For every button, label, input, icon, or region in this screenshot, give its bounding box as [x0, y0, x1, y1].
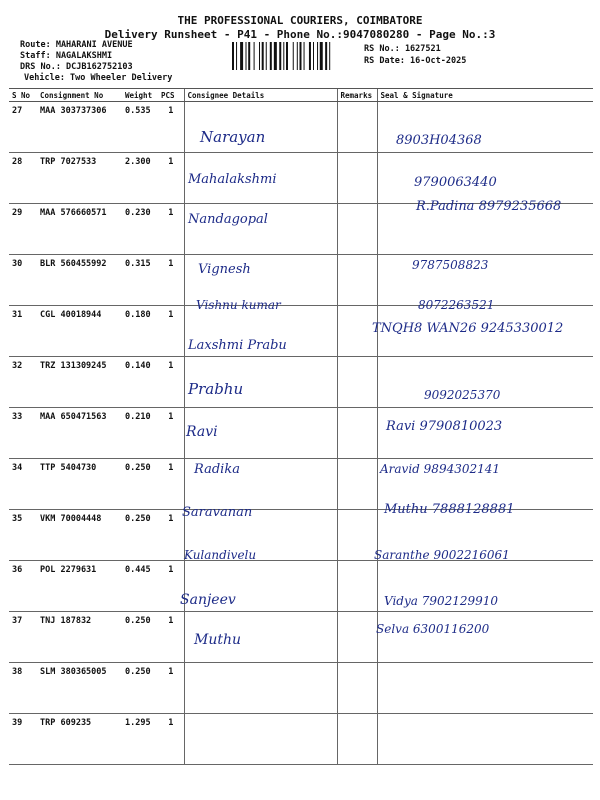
- barcode-bar: [240, 42, 243, 70]
- consignment-cell: BLR 560455992: [37, 255, 122, 306]
- weight-cell: 0.180: [122, 306, 158, 357]
- handwritten-consignee-name: Radika: [194, 462, 240, 477]
- handwritten-consignee-name: Saravanan: [182, 505, 253, 520]
- sno-cell: 32: [9, 357, 37, 408]
- consignment-cell: MAA 650471563: [37, 408, 122, 459]
- pcs-cell: 1: [158, 153, 184, 204]
- barcode-bar: [262, 42, 264, 70]
- barcode-bar: [317, 42, 318, 70]
- consignment-cell: MAA 576660571: [37, 204, 122, 255]
- barcode-bar: [283, 42, 284, 70]
- handwritten-consignee-name: Laxshmi Prabu: [188, 338, 287, 353]
- column-header: S No: [9, 89, 37, 102]
- barcode-bar: [232, 42, 234, 70]
- remarks-cell: [337, 408, 377, 459]
- remarks-cell: [337, 714, 377, 765]
- remarks-cell: [337, 561, 377, 612]
- sno-cell: 28: [9, 153, 37, 204]
- rs-number: RS No.: 1627521: [364, 44, 441, 54]
- weight-cell: 2.300: [122, 153, 158, 204]
- remarks-cell: [337, 102, 377, 153]
- handwritten-signature: Ravi 9790810023: [386, 419, 503, 434]
- handwritten-consignee-name: Muthu: [194, 632, 242, 648]
- table-row: [9, 663, 593, 714]
- consignment-cell: SLM 380365005: [37, 663, 122, 714]
- table-row: [9, 714, 593, 765]
- pcs-cell: 1: [158, 561, 184, 612]
- consignment-cell: TNJ 187832: [37, 612, 122, 663]
- weight-cell: 0.250: [122, 459, 158, 510]
- table-row: [9, 612, 593, 663]
- handwritten-consignee-name: Vignesh: [198, 262, 251, 277]
- weight-cell: 0.140: [122, 357, 158, 408]
- consignment-cell: TRP 609235: [37, 714, 122, 765]
- handwritten-signature: Vidya 7902129910: [384, 594, 499, 608]
- sno-cell: 36: [9, 561, 37, 612]
- handwritten-consignee-name: Sanjeev: [180, 592, 236, 608]
- barcode-bar: [304, 42, 305, 70]
- handwritten-signature: 9790063440: [414, 175, 497, 190]
- barcode-bar: [325, 42, 327, 70]
- handwritten-consignee-name: Ravi: [186, 424, 218, 440]
- pcs-cell: 1: [158, 459, 184, 510]
- barcode-bar: [259, 42, 260, 70]
- table-row: [9, 255, 593, 306]
- column-header: Remarks: [337, 89, 377, 102]
- handwritten-consignee-name: Kulandivelu: [184, 548, 257, 562]
- consignment-cell: TRZ 131309245: [37, 357, 122, 408]
- runsheet-subtitle: Delivery Runsheet - P41 - Phone No.:9047080280 - Page No.:3: [104, 28, 496, 41]
- barcode-bar: [274, 42, 277, 70]
- sno-cell: 30: [9, 255, 37, 306]
- sno-cell: 29: [9, 204, 37, 255]
- barcode-bar: [329, 42, 330, 70]
- consignee-cell: [184, 663, 337, 714]
- barcode-bar: [313, 42, 314, 70]
- column-header: Consignee Details: [184, 89, 337, 102]
- handwritten-signature: 9092025370: [424, 388, 501, 402]
- pcs-cell: 1: [158, 510, 184, 561]
- sno-cell: 35: [9, 510, 37, 561]
- barcode-bar: [246, 42, 247, 70]
- table-row: [9, 357, 593, 408]
- remarks-cell: [337, 306, 377, 357]
- signature-cell: [377, 612, 593, 663]
- handwritten-consignee-name: Nandagopal: [188, 212, 268, 227]
- consignment-cell: TTP 5404730: [37, 459, 122, 510]
- handwritten-signature: TNQH8 WAN26 9245330012: [372, 321, 564, 336]
- pcs-cell: 1: [158, 357, 184, 408]
- remarks-cell: [337, 612, 377, 663]
- weight-cell: 0.230: [122, 204, 158, 255]
- column-header: Consignment No: [37, 89, 122, 102]
- pcs-cell: 1: [158, 663, 184, 714]
- company-title: THE PROFESSIONAL COURIERS, COIMBATORE: [177, 14, 423, 27]
- sno-cell: 39: [9, 714, 37, 765]
- handwritten-signature: 8903H04368: [396, 133, 482, 148]
- consignment-cell: TRP 7027533: [37, 153, 122, 204]
- remarks-cell: [337, 153, 377, 204]
- weight-cell: 0.210: [122, 408, 158, 459]
- consignment-cell: CGL 40018944: [37, 306, 122, 357]
- weight-cell: 0.250: [122, 612, 158, 663]
- consignment-cell: VKM 70004448: [37, 510, 122, 561]
- handwritten-signature: Selva 6300116200: [376, 622, 490, 636]
- remarks-cell: [337, 357, 377, 408]
- barcode-bar: [309, 42, 311, 70]
- remarks-cell: [337, 459, 377, 510]
- weight-cell: 0.315: [122, 255, 158, 306]
- handwritten-consignee-name: Vishnu kumar: [196, 298, 281, 312]
- weight-cell: 0.445: [122, 561, 158, 612]
- handwritten-consignee-name: Mahalakshmi: [188, 172, 277, 187]
- weight-cell: 1.295: [122, 714, 158, 765]
- barcode: [232, 42, 360, 70]
- route-label: Route: MAHARANI AVENUE: [20, 40, 133, 50]
- consignment-cell: POL 2279631: [37, 561, 122, 612]
- weight-cell: 0.250: [122, 663, 158, 714]
- barcode-bar: [254, 42, 255, 70]
- remarks-cell: [337, 255, 377, 306]
- column-header: Weight: [122, 89, 158, 102]
- barcode-bar: [297, 42, 298, 70]
- handwritten-signature: 8072263521: [418, 298, 495, 312]
- table-row: [9, 153, 593, 204]
- handwritten-signature: Saranthe 9002216061: [374, 548, 510, 562]
- table-row: [9, 561, 593, 612]
- table-header-row: [9, 89, 593, 102]
- remarks-cell: [337, 204, 377, 255]
- sno-cell: 37: [9, 612, 37, 663]
- barcode-bar: [286, 42, 288, 70]
- pcs-cell: 1: [158, 612, 184, 663]
- handwritten-signature: Muthu 7888128881: [384, 502, 515, 517]
- handwritten-signature: Aravid 9894302141: [380, 462, 501, 476]
- sno-cell: 31: [9, 306, 37, 357]
- pcs-cell: 1: [158, 204, 184, 255]
- handwritten-signature: 9787508823: [412, 258, 489, 272]
- sno-cell: 38: [9, 663, 37, 714]
- column-header: Seal & Signature: [377, 89, 593, 102]
- handwritten-signature: R.Padina 8979235668: [416, 199, 562, 214]
- drs-label: DRS No.: DCJB162752103: [20, 62, 133, 72]
- barcode-bar: [270, 42, 272, 70]
- signature-cell: [377, 663, 593, 714]
- pcs-cell: 1: [158, 408, 184, 459]
- barcode-bar: [248, 42, 250, 70]
- runsheet-table: [9, 88, 593, 765]
- pcs-cell: 1: [158, 306, 184, 357]
- sno-cell: 27: [9, 102, 37, 153]
- barcode-bar: [266, 42, 267, 70]
- handwritten-consignee-name: Prabhu: [188, 380, 244, 398]
- table-row: [9, 102, 593, 153]
- staff-label: Staff: NAGALAKSHMI: [20, 51, 113, 61]
- pcs-cell: 1: [158, 102, 184, 153]
- remarks-cell: [337, 663, 377, 714]
- weight-cell: 0.535: [122, 102, 158, 153]
- vehicle-label: Vehicle: Two Wheeler Delivery: [24, 73, 173, 83]
- barcode-bar: [236, 42, 237, 70]
- weight-cell: 0.250: [122, 510, 158, 561]
- pcs-cell: 1: [158, 714, 184, 765]
- signature-cell: [377, 714, 593, 765]
- remarks-cell: [337, 510, 377, 561]
- sno-cell: 33: [9, 408, 37, 459]
- table-row: [9, 408, 593, 459]
- barcode-bar: [279, 42, 281, 70]
- consignment-cell: MAA 303737306: [37, 102, 122, 153]
- pcs-cell: 1: [158, 255, 184, 306]
- barcode-bar: [300, 42, 302, 70]
- barcode-bar: [320, 42, 323, 70]
- rs-date: RS Date: 16-Oct-2025: [364, 56, 467, 66]
- consignee-cell: [184, 714, 337, 765]
- sno-cell: 34: [9, 459, 37, 510]
- column-header: PCS: [158, 89, 184, 102]
- barcode-bar: [293, 42, 294, 70]
- handwritten-consignee-name: Narayan: [200, 128, 266, 146]
